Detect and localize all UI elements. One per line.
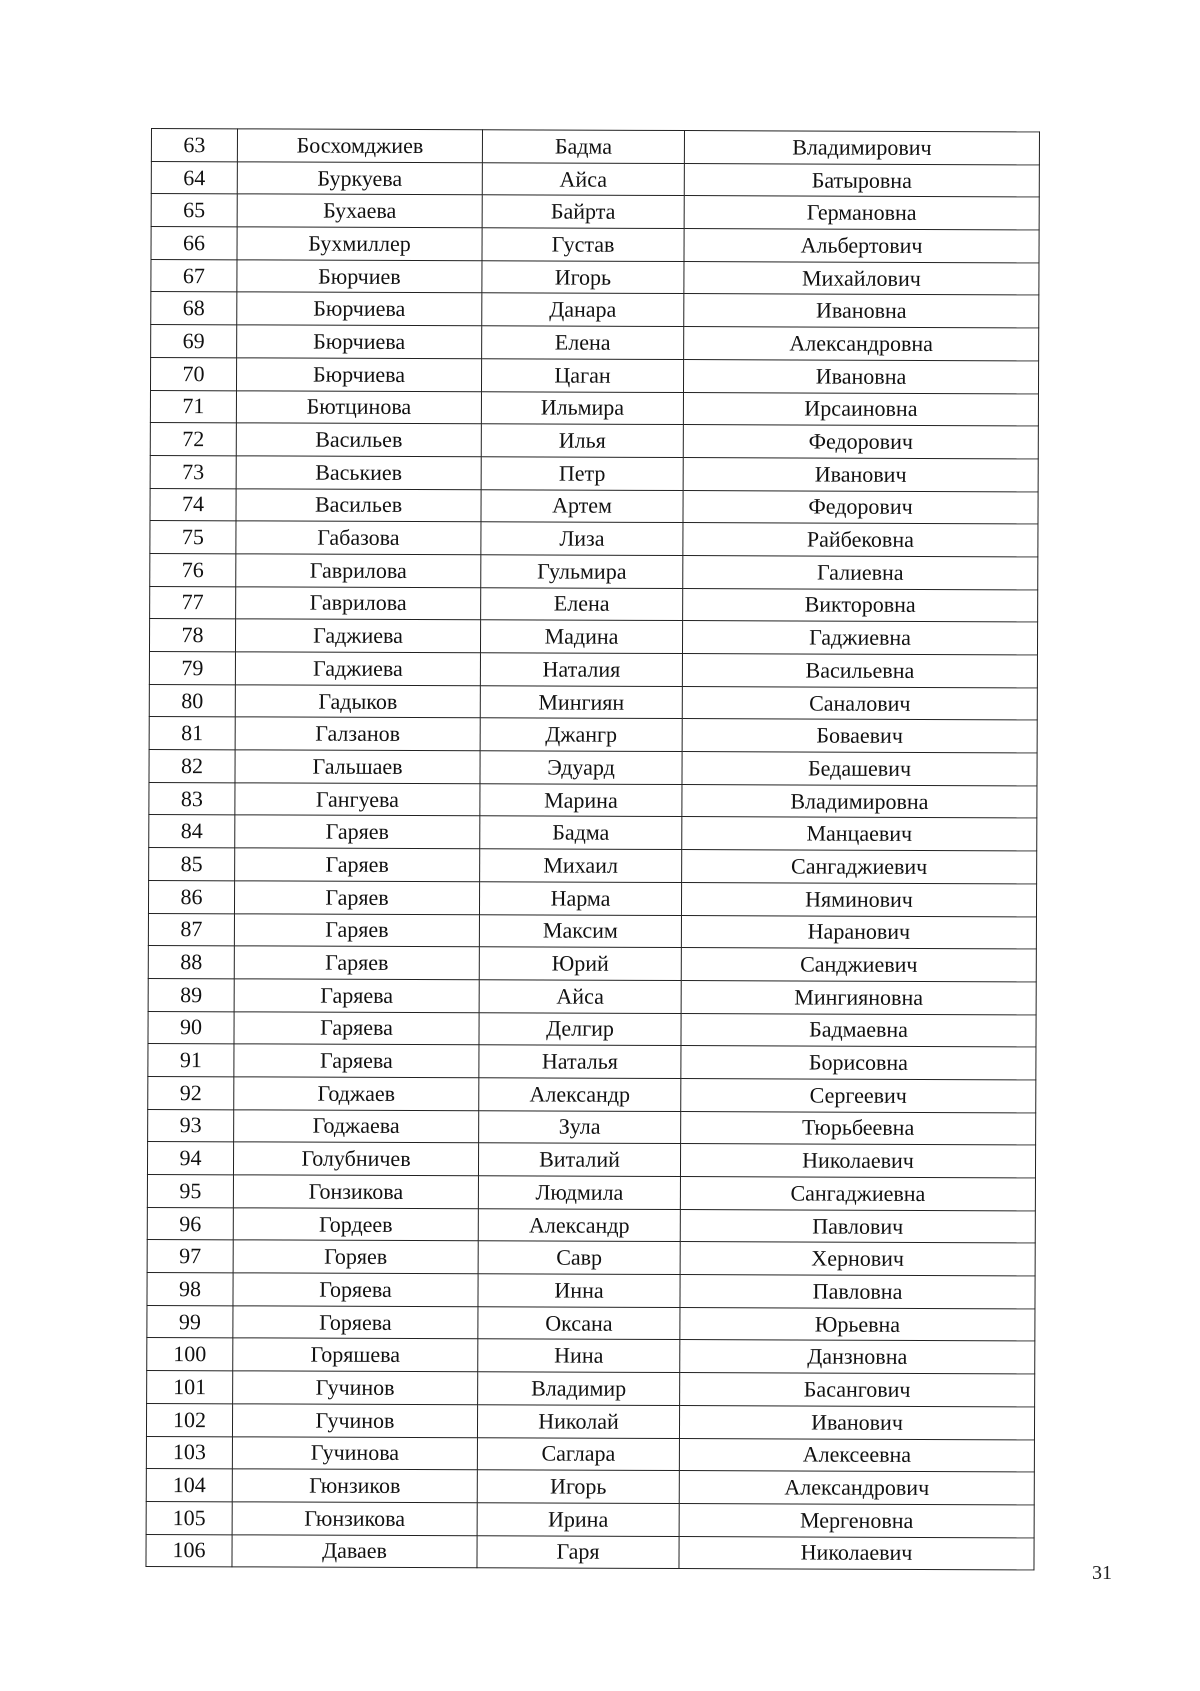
table-row	[149, 717, 1037, 753]
patronymic-cell: Александрович	[679, 1471, 1034, 1505]
surname-cell: Гальшаев	[235, 750, 480, 784]
row-number-cell: 98	[147, 1273, 233, 1306]
patronymic-cell: Альбертович	[684, 229, 1039, 263]
first-name-cell: Цаган	[481, 359, 683, 392]
surname-cell: Гюнзикова	[232, 1502, 477, 1536]
row-number-cell: 67	[151, 259, 237, 292]
first-name-cell: Мадина	[480, 620, 682, 653]
surname-cell: Гаджиева	[235, 652, 480, 686]
first-name-cell: Елена	[481, 587, 683, 620]
surname-cell: Габазова	[236, 521, 481, 555]
first-name-cell: Александр	[479, 1078, 681, 1111]
table-row	[148, 1109, 1036, 1145]
patronymic-cell: Иванович	[679, 1405, 1034, 1439]
page-number: 31	[1092, 1562, 1112, 1584]
surname-cell: Бютцинова	[236, 390, 481, 424]
table-row	[149, 684, 1037, 720]
first-name-cell: Нина	[478, 1339, 680, 1372]
first-name-cell: Савр	[478, 1241, 680, 1274]
patronymic-cell: Владимировна	[682, 784, 1037, 818]
surname-cell: Горяева	[233, 1273, 478, 1307]
table-row	[148, 880, 1036, 916]
row-number-cell: 74	[150, 488, 236, 521]
patronymic-cell: Саналович	[682, 686, 1037, 720]
row-number-cell: 96	[147, 1207, 233, 1240]
first-name-cell: Нарма	[479, 882, 681, 915]
table-row	[150, 586, 1038, 622]
patronymic-cell: Александровна	[684, 327, 1039, 361]
row-number-cell: 94	[147, 1142, 233, 1175]
table-row	[147, 1240, 1035, 1276]
patronymic-cell: Федорович	[683, 490, 1038, 524]
table-row	[150, 357, 1038, 393]
surname-cell: Горяева	[233, 1306, 478, 1340]
first-name-cell: Лиза	[481, 522, 683, 555]
surname-cell: Годжаева	[234, 1109, 479, 1143]
patronymic-cell: Мингияновна	[681, 980, 1036, 1014]
row-number-cell: 63	[151, 129, 237, 162]
first-name-cell: Игорь	[477, 1470, 679, 1503]
first-name-cell: Инна	[478, 1274, 680, 1307]
table-row	[148, 1044, 1036, 1080]
table-row	[147, 1305, 1035, 1341]
table-row	[150, 390, 1038, 426]
row-number-cell: 105	[146, 1501, 232, 1534]
row-number-cell: 72	[150, 423, 236, 456]
first-name-cell: Бадма	[482, 130, 684, 163]
table-row	[151, 161, 1039, 197]
names-table	[145, 128, 1040, 1571]
patronymic-cell: Германовна	[684, 196, 1039, 230]
first-name-cell: Наталья	[479, 1045, 681, 1078]
table-row	[147, 1338, 1035, 1374]
surname-cell: Горяшева	[233, 1338, 478, 1372]
surname-cell: Гаряева	[234, 1044, 479, 1078]
patronymic-cell: Гаджиевна	[682, 621, 1037, 655]
row-number-cell: 89	[148, 978, 234, 1011]
surname-cell: Бухаева	[237, 194, 482, 228]
surname-cell: Гучинова	[232, 1436, 477, 1470]
first-name-cell: Бадма	[480, 816, 682, 849]
surname-cell: Гучинов	[233, 1371, 478, 1405]
row-number-cell: 84	[149, 815, 235, 848]
patronymic-cell: Викторовна	[683, 588, 1038, 622]
first-name-cell: Айса	[479, 980, 681, 1013]
table-row	[151, 292, 1039, 328]
surname-cell: Гонзикова	[233, 1175, 478, 1209]
table-row	[150, 488, 1038, 524]
table-row	[149, 750, 1037, 786]
row-number-cell: 80	[149, 684, 235, 717]
patronymic-cell: Николаевич	[680, 1144, 1035, 1178]
patronymic-cell: Манцаевич	[682, 817, 1037, 851]
row-number-cell: 71	[150, 390, 236, 423]
row-number-cell: 101	[147, 1371, 233, 1404]
row-number-cell: 83	[149, 782, 235, 815]
patronymic-cell: Юрьевна	[680, 1307, 1035, 1341]
surname-cell: Буркуева	[237, 162, 482, 196]
table-row	[149, 848, 1037, 884]
patronymic-cell: Райбековна	[683, 523, 1038, 557]
row-number-cell: 92	[148, 1076, 234, 1109]
first-name-cell: Михаил	[480, 849, 682, 882]
row-number-cell: 102	[146, 1403, 232, 1436]
patronymic-cell: Павловна	[680, 1275, 1035, 1309]
first-name-cell: Мингиян	[480, 685, 682, 718]
patronymic-cell: Васильевна	[682, 654, 1037, 688]
first-name-cell: Елена	[482, 326, 684, 359]
row-number-cell: 91	[148, 1044, 234, 1077]
row-number-cell: 78	[149, 619, 235, 652]
first-name-cell: Оксана	[478, 1307, 680, 1340]
patronymic-cell: Боваевич	[682, 719, 1037, 753]
first-name-cell: Эдуард	[480, 751, 682, 784]
table-row	[146, 1436, 1034, 1472]
row-number-cell: 86	[148, 880, 234, 913]
table-row	[148, 946, 1036, 982]
patronymic-cell: Владимирович	[684, 131, 1039, 165]
row-number-cell: 79	[149, 651, 235, 684]
surname-cell: Гаврилова	[236, 586, 481, 620]
table-row	[149, 619, 1037, 655]
table-row	[146, 1534, 1034, 1570]
table-row	[147, 1273, 1035, 1309]
patronymic-cell: Бедашевич	[682, 752, 1037, 786]
table-row	[150, 455, 1038, 491]
patronymic-cell: Галиевна	[683, 555, 1038, 589]
patronymic-cell: Няминович	[681, 882, 1036, 916]
row-number-cell: 66	[151, 227, 237, 260]
patronymic-cell: Наранович	[681, 915, 1036, 949]
row-number-cell: 106	[146, 1534, 232, 1567]
surname-cell: Васильев	[236, 488, 481, 522]
patronymic-cell: Федорович	[683, 425, 1038, 459]
table-row	[151, 194, 1039, 230]
row-number-cell: 90	[148, 1011, 234, 1044]
patronymic-cell: Санджиевич	[681, 948, 1036, 982]
surname-cell: Горяев	[233, 1240, 478, 1274]
table-row	[149, 815, 1037, 851]
first-name-cell: Николай	[477, 1405, 679, 1438]
surname-cell: Бюрчиева	[236, 358, 481, 392]
surname-cell: Гадыков	[235, 685, 480, 719]
patronymic-cell: Басангович	[680, 1373, 1035, 1407]
row-number-cell: 85	[149, 848, 235, 881]
patronymic-cell: Алексеевна	[679, 1438, 1034, 1472]
patronymic-cell: Хернович	[680, 1242, 1035, 1276]
surname-cell: Бюрчиева	[237, 292, 482, 326]
row-number-cell: 93	[148, 1109, 234, 1142]
surname-cell: Бюрчиев	[237, 260, 482, 294]
first-name-cell: Юрий	[479, 947, 681, 980]
row-number-cell: 68	[151, 292, 237, 325]
first-name-cell: Александр	[478, 1208, 680, 1241]
surname-cell: Гордеев	[233, 1208, 478, 1242]
surname-cell: Босхомджиев	[237, 129, 482, 163]
patronymic-cell: Сангаджиевна	[680, 1177, 1035, 1211]
first-name-cell: Саглара	[477, 1437, 679, 1470]
first-name-cell: Густав	[482, 228, 684, 261]
patronymic-cell: Николаевич	[679, 1536, 1034, 1570]
row-number-cell: 88	[148, 946, 234, 979]
names-table-body	[146, 129, 1040, 1571]
surname-cell: Гаряева	[234, 979, 479, 1013]
surname-cell: Бюрчиева	[237, 325, 482, 359]
surname-cell: Гаряев	[235, 848, 480, 882]
surname-cell: Бухмиллер	[237, 227, 482, 261]
table-row	[151, 259, 1039, 295]
row-number-cell: 64	[151, 161, 237, 194]
row-number-cell: 75	[150, 521, 236, 554]
table-row	[149, 782, 1037, 818]
patronymic-cell: Бадмаевна	[681, 1013, 1036, 1047]
first-name-cell: Айса	[482, 162, 684, 195]
surname-cell: Гаджиева	[235, 619, 480, 653]
first-name-cell: Максим	[479, 914, 681, 947]
row-number-cell: 103	[146, 1436, 232, 1469]
surname-cell: Васильев	[236, 423, 481, 457]
surname-cell: Гангуева	[235, 783, 480, 817]
first-name-cell: Наталия	[480, 653, 682, 686]
patronymic-cell: Данзновна	[680, 1340, 1035, 1374]
row-number-cell: 95	[147, 1174, 233, 1207]
surname-cell: Васькиев	[236, 456, 481, 490]
row-number-cell: 77	[150, 586, 236, 619]
row-number-cell: 70	[150, 357, 236, 390]
first-name-cell: Данара	[482, 293, 684, 326]
first-name-cell: Гаря	[477, 1535, 679, 1568]
table-row	[149, 651, 1037, 687]
row-number-cell: 97	[147, 1240, 233, 1273]
first-name-cell: Марина	[480, 784, 682, 817]
row-number-cell: 65	[151, 194, 237, 227]
first-name-cell: Артем	[481, 489, 683, 522]
surname-cell: Гаряев	[235, 815, 480, 849]
first-name-cell: Гульмира	[481, 555, 683, 588]
table-row	[146, 1469, 1034, 1505]
row-number-cell: 73	[150, 455, 236, 488]
surname-cell: Гаврилова	[236, 554, 481, 588]
patronymic-cell: Борисовна	[681, 1046, 1036, 1080]
patronymic-cell: Ивановна	[684, 294, 1039, 328]
row-number-cell: 69	[151, 325, 237, 358]
surname-cell: Гучинов	[232, 1404, 477, 1438]
table-row	[151, 227, 1039, 263]
surname-cell: Гаряева	[234, 1011, 479, 1045]
table-row	[148, 978, 1036, 1014]
first-name-cell: Игорь	[482, 261, 684, 294]
table-row	[147, 1207, 1035, 1243]
first-name-cell: Делгир	[479, 1012, 681, 1045]
patronymic-cell: Сангаджиевич	[682, 850, 1037, 884]
first-name-cell: Зула	[479, 1110, 681, 1143]
surname-cell: Галзанов	[235, 717, 480, 751]
row-number-cell: 100	[147, 1338, 233, 1371]
row-number-cell: 87	[148, 913, 234, 946]
first-name-cell: Людмила	[478, 1176, 680, 1209]
first-name-cell: Ильмира	[481, 391, 683, 424]
row-number-cell: 99	[147, 1305, 233, 1338]
patronymic-cell: Павлович	[680, 1209, 1035, 1243]
table-row	[150, 553, 1038, 589]
row-number-cell: 82	[149, 750, 235, 783]
first-name-cell: Илья	[481, 424, 683, 457]
patronymic-cell: Ирсаиновна	[683, 392, 1038, 426]
table-row	[151, 325, 1039, 361]
table-row	[148, 913, 1036, 949]
patronymic-cell: Батыровна	[684, 163, 1039, 197]
first-name-cell: Владимир	[478, 1372, 680, 1405]
surname-cell: Гаряев	[234, 881, 479, 915]
first-name-cell: Виталий	[478, 1143, 680, 1176]
table-row	[148, 1076, 1036, 1112]
first-name-cell: Ирина	[477, 1503, 679, 1536]
patronymic-cell: Ивановна	[683, 359, 1038, 393]
table-row	[148, 1011, 1036, 1047]
table-row	[151, 129, 1039, 165]
first-name-cell: Байрта	[482, 195, 684, 228]
patronymic-cell: Сергеевич	[681, 1078, 1036, 1112]
table-row	[150, 423, 1038, 459]
patronymic-cell: Мергеновна	[679, 1503, 1034, 1537]
surname-cell: Гаряев	[234, 913, 479, 947]
surname-cell: Голубничев	[233, 1142, 478, 1176]
table-row	[146, 1501, 1034, 1537]
patronymic-cell: Михайлович	[684, 261, 1039, 295]
patronymic-cell: Иванович	[683, 457, 1038, 491]
surname-cell: Годжаев	[234, 1077, 479, 1111]
surname-cell: Гюнзиков	[232, 1469, 477, 1503]
table-row	[147, 1174, 1035, 1210]
surname-cell: Гаряев	[234, 946, 479, 980]
table-row	[147, 1142, 1035, 1178]
first-name-cell: Петр	[481, 457, 683, 490]
row-number-cell: 76	[150, 553, 236, 586]
row-number-cell: 81	[149, 717, 235, 750]
first-name-cell: Джангр	[480, 718, 682, 751]
patronymic-cell: Тюрьбеевна	[681, 1111, 1036, 1145]
table-row	[147, 1371, 1035, 1407]
table-row	[150, 521, 1038, 557]
surname-cell: Даваев	[232, 1534, 477, 1568]
row-number-cell: 104	[146, 1469, 232, 1502]
table-row	[146, 1403, 1034, 1439]
